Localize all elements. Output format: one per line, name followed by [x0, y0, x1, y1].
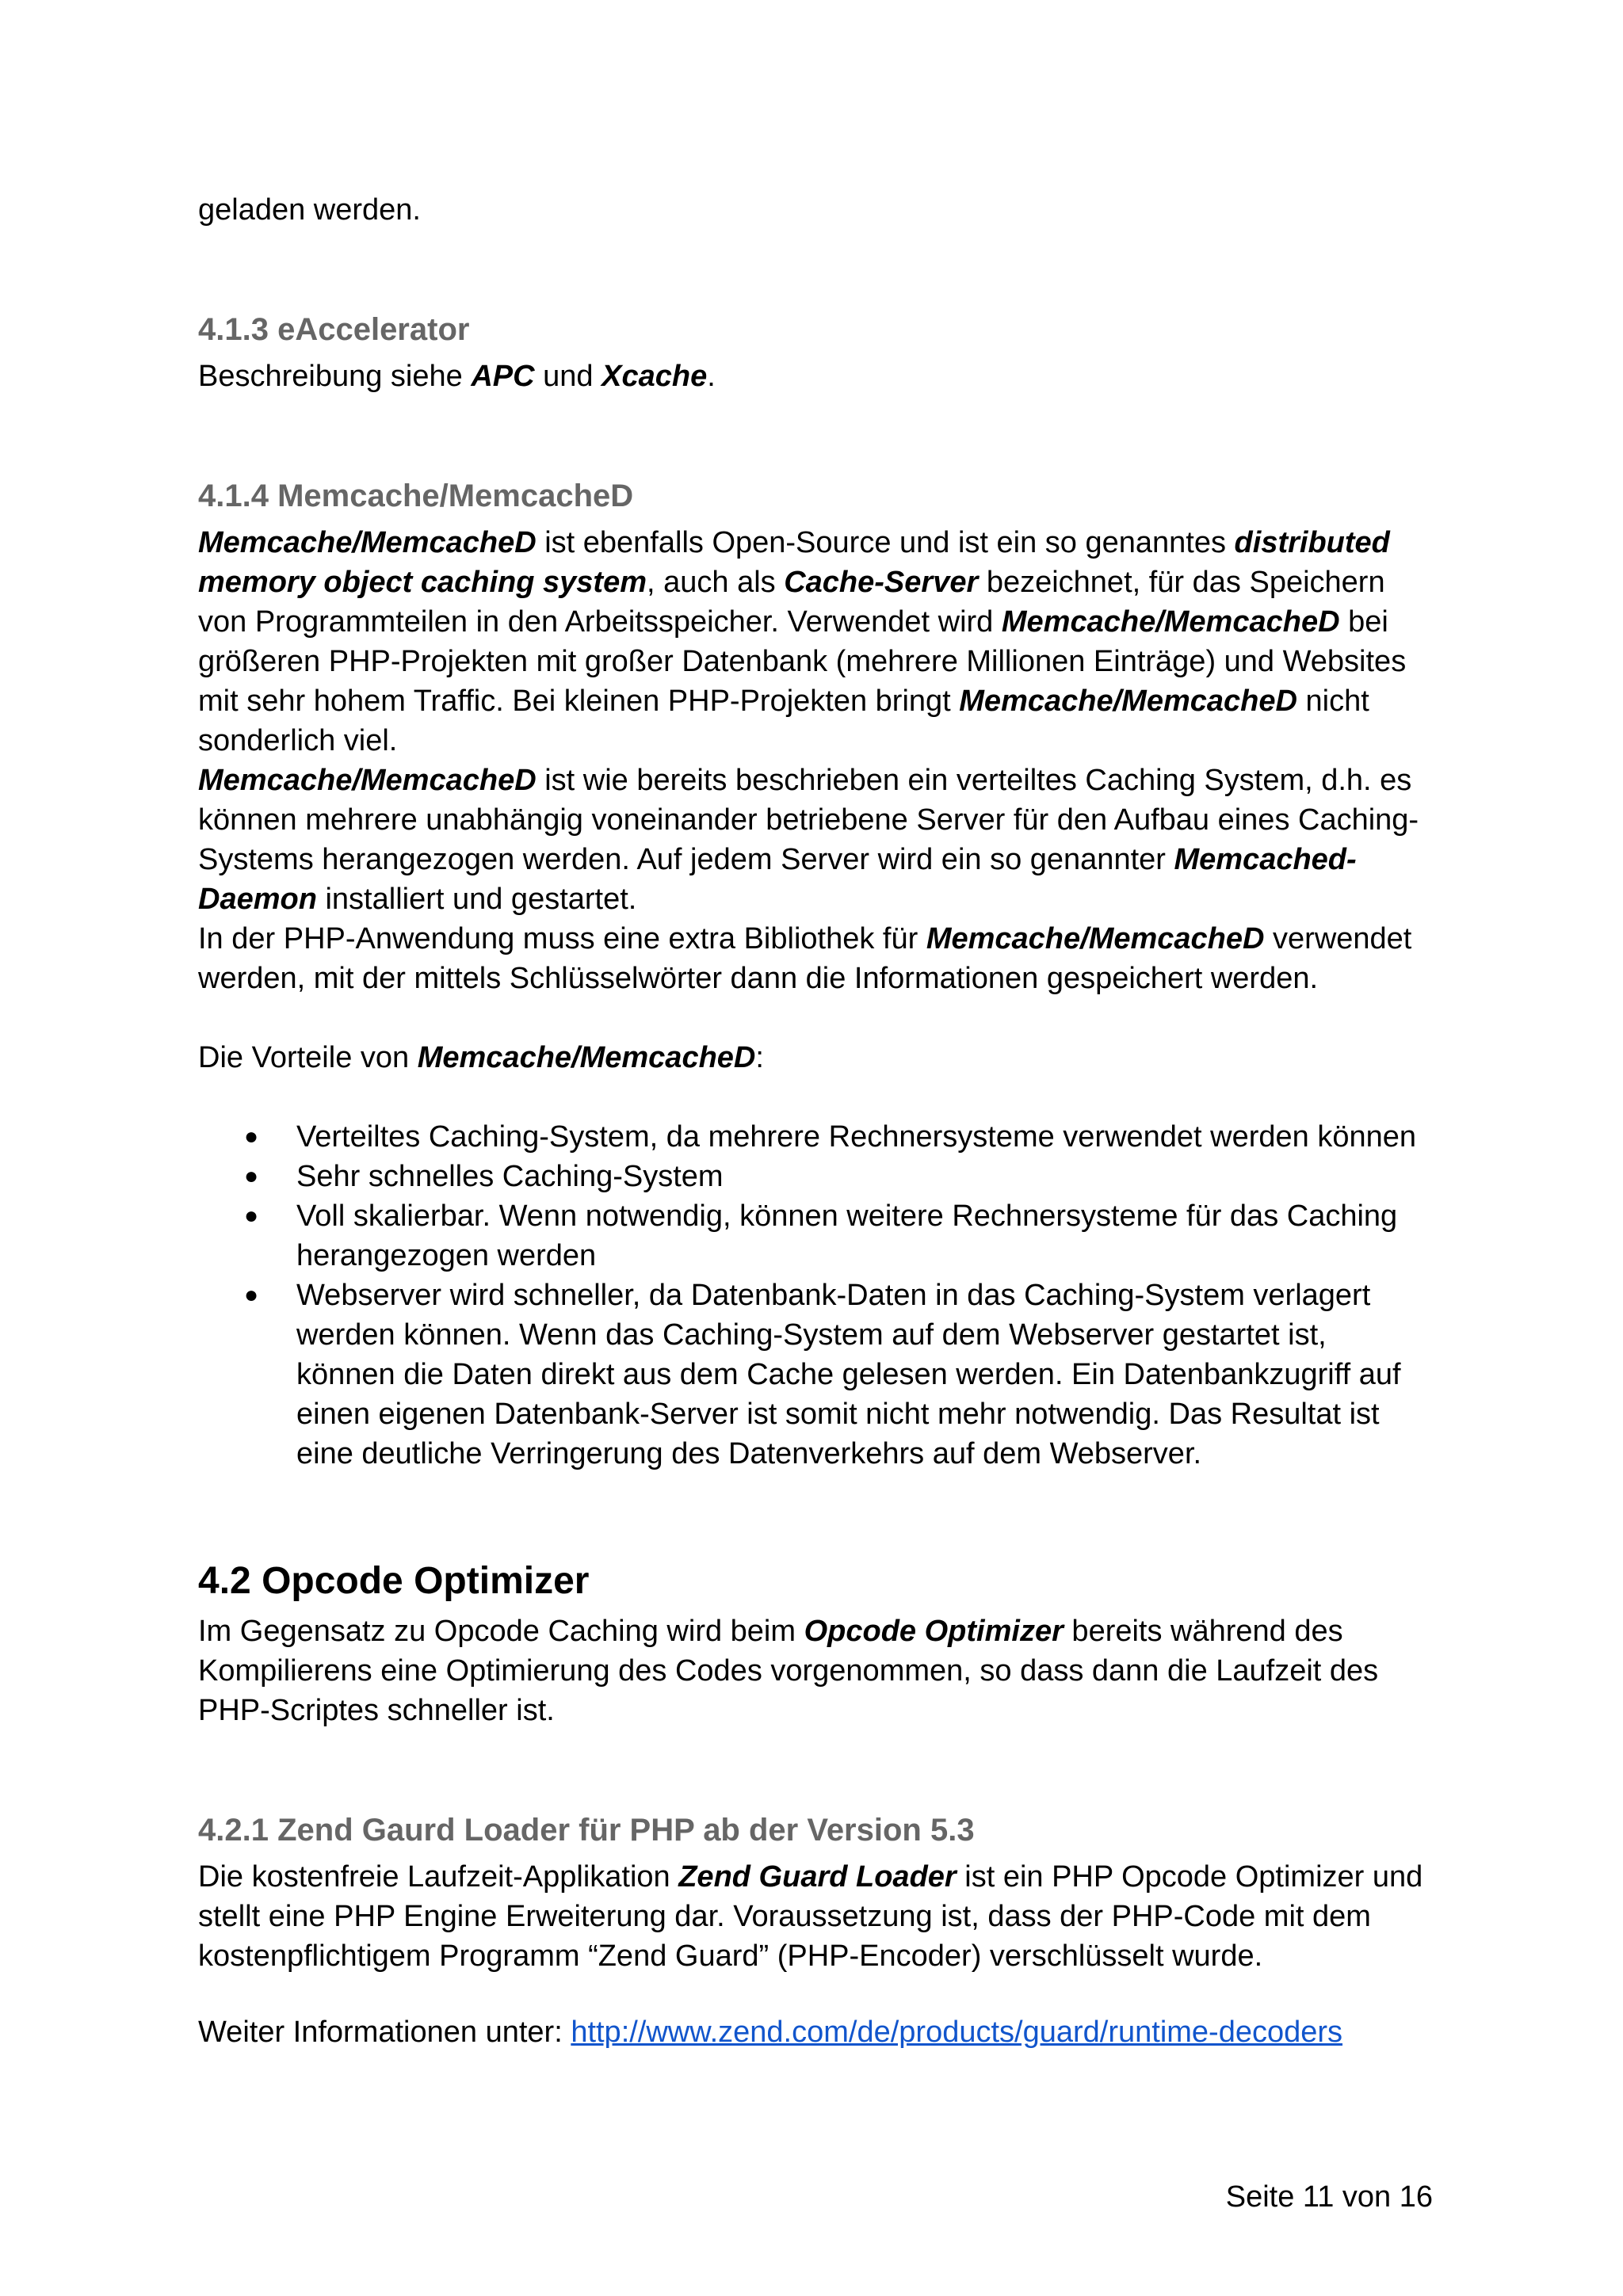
- zend-runtime-decoders-link[interactable]: http://www.zend.com/de/products/guard/runtime-decoders: [571, 2016, 1343, 2049]
- heading-4-2-1: 4.2.1 Zend Gaurd Loader für PHP ab der Version 5.3: [198, 1813, 975, 1848]
- heading-4-2: 4.2 Opcode Optimizer: [198, 1560, 590, 1602]
- paragraph-eaccelerator: Beschreibung siehe APC und Xcache.: [198, 360, 716, 393]
- paragraph-opcode-optimizer: Im Gegensatz zu Opcode Caching wird beim Opcode Optimizer bereits während des Kompilierens eine Optimierung des Codes vorgenommen, so dass dann die Laufzeit des PHP-Scriptes schneller ist.: [198, 1615, 1379, 1727]
- list-item: ● Verteiltes Caching-System, da mehrere Rechnersysteme verwendet werden können: [244, 1120, 1417, 1154]
- intro-text: geladen werden.: [198, 193, 421, 227]
- vorteile-intro: Die Vorteile von Memcache/MemcacheD:: [198, 1041, 764, 1074]
- paragraph-zend-guard-loader: Die kostenfreie Laufzeit-Applikation Zend Guard Loader ist ein PHP Opcode Optimizer und stellt eine PHP Engine Erweiterung dar. Voraussetzung ist, dass der PHP-Code mit dem kostenpflichtigem Programm “Zend Guard” (PHP-Encoder) verschlüsselt wurde.: [198, 1860, 1423, 1973]
- list-item: ● Voll skalierbar. Wenn notwendig, können weitere Rechnersysteme für das Caching herangezogen werden: [244, 1199, 1398, 1272]
- info-line: Weiter Informationen unter: http://www.zend.com/de/products/guard/runtime-decoders: [198, 2016, 1343, 2049]
- page-number: Seite 11 von 16: [1225, 2180, 1433, 2214]
- paragraph-memcache-intro: Memcache/MemcacheD ist ebenfalls Open-Source und ist ein so genanntes distributed memory object caching system, auch als Cache-Server bezeichnet, für das Speichern von Programmteilen in den Arbeitsspeicher. Verwendet wird Memcache/MemcacheD bei größeren PHP-Projekten mit großer Datenbank (mehrere Millionen Einträge) und Websites mit sehr hohem Traffic. Bei kleinen PHP-Projekten bringt Memcache/MemcacheD nicht sonderlich viel.: [198, 526, 1407, 757]
- advantages-list: [198, 1117, 1450, 1474]
- heading-4-1-3: 4.1.3 eAccelerator: [198, 312, 470, 347]
- paragraph-memcache-library: In der PHP-Anwendung muss eine extra Bibliothek für Memcache/MemcacheD verwendet werden, mit der mittels Schlüsselwörter dann die Informationen gespeichert werden.: [198, 922, 1412, 995]
- page-content: [198, 190, 1450, 2052]
- list-item: ● Sehr schnelles Caching-System: [244, 1160, 724, 1193]
- list-item: ● Webserver wird schneller, da Datenbank-Daten in das Caching-System verlagert werden können. Wenn das Caching-System auf dem Webserver gestartet ist, können die Daten direkt aus dem Cache gelesen werden. Ein Datenbankzugriff auf einen eigenen Datenbank-Server ist somit nicht mehr notwendig. Das Resultat ist eine deutliche Verringerung des Datenverkehrs auf dem Webserver.: [244, 1279, 1401, 1470]
- paragraph-memcache-distributed: Memcache/MemcacheD ist wie bereits beschrieben ein verteiltes Caching System, d.h. es können mehrere unabhängig voneinander betriebene Server für den Aufbau eines Caching- Systems herangezogen werden. Auf jedem Server wird ein so genannter Memcached- Daemon installiert und gestartet.: [198, 764, 1419, 916]
- heading-4-1-4: 4.1.4 Memcache/MemcacheD: [198, 479, 634, 513]
